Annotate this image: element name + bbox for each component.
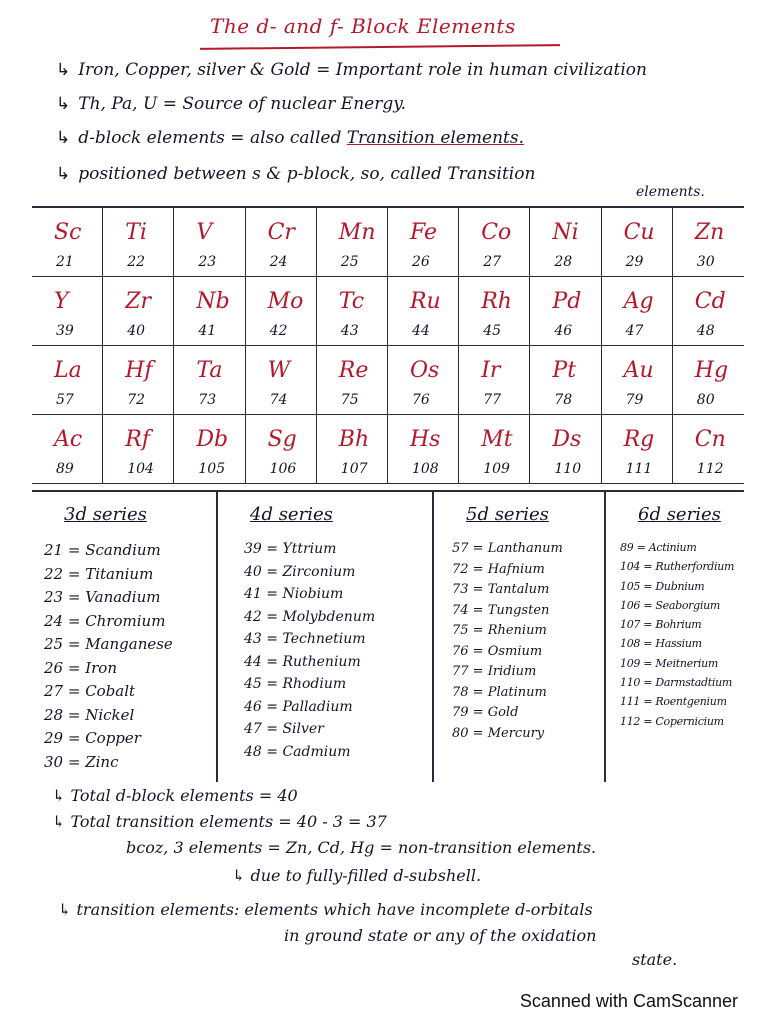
series-item: 44 = Ruthenium xyxy=(244,653,361,670)
element-cell xyxy=(246,208,317,277)
atomic-number: 110 xyxy=(554,461,582,477)
definition-line-3: state. xyxy=(632,950,678,969)
atomic-number: 79 xyxy=(625,392,644,408)
element-cell xyxy=(388,415,459,484)
series-item: 30 = Zinc xyxy=(44,752,119,771)
element-symbol: Ds xyxy=(552,427,582,452)
series-item: 111 = Roentgenium xyxy=(620,695,727,709)
element-symbol: Ta xyxy=(196,358,223,383)
element-symbol: Mo xyxy=(267,289,304,314)
atomic-number: 108 xyxy=(411,461,439,477)
series-item: 79 = Gold xyxy=(452,705,519,720)
element-cell xyxy=(602,277,673,346)
element-cell xyxy=(459,415,530,484)
note-text: Iron, Copper, silver & Gold = Important role in human civilization xyxy=(78,60,647,80)
element-cell xyxy=(32,208,103,277)
note-1 xyxy=(56,60,647,80)
element-symbol: Fe xyxy=(409,220,438,245)
element-cell xyxy=(602,208,673,277)
note-arrow: ↳ xyxy=(56,94,71,114)
series-item: 104 = Rutherfordium xyxy=(620,560,735,574)
element-symbol: Ru xyxy=(409,289,441,314)
note-text: positioned between s & p-block, so, called Transition xyxy=(78,164,536,184)
element-cell xyxy=(317,277,388,346)
definition-line-1: ↳ transition elements: elements which have incomplete d-orbitals xyxy=(58,900,593,919)
element-cell xyxy=(459,346,530,415)
element-symbol: Zn xyxy=(694,220,725,245)
element-cell xyxy=(459,208,530,277)
series-title: 4d series xyxy=(250,504,333,525)
element-symbol: La xyxy=(54,358,82,383)
atomic-number: 28 xyxy=(554,254,573,270)
series-item: 112 = Copernicium xyxy=(620,714,724,728)
atomic-number: 48 xyxy=(696,323,715,339)
series-item: 29 = Copper xyxy=(44,729,141,747)
element-cell xyxy=(388,277,459,346)
element-cell xyxy=(103,208,174,277)
element-symbol: Mt xyxy=(481,427,513,452)
element-symbol: Cu xyxy=(623,220,655,245)
note-text: d-block elements = also called xyxy=(78,128,347,148)
note-arrow: ↳ xyxy=(56,128,71,148)
atomic-number: 24 xyxy=(269,254,288,270)
element-symbol: Nb xyxy=(196,289,230,314)
series-5d xyxy=(434,492,606,782)
element-symbol: Ni xyxy=(552,220,579,245)
element-cell xyxy=(530,346,601,415)
series-list xyxy=(446,541,604,746)
atomic-number: 30 xyxy=(696,254,715,270)
series-item: 57 = Lanthanum xyxy=(452,541,563,556)
non-transition-note: bcoz, 3 elements = Zn, Cd, Hg = non-transition elements. xyxy=(126,838,597,857)
series-item: 41 = Niobium xyxy=(244,586,344,602)
atomic-number: 72 xyxy=(127,392,146,408)
element-cell xyxy=(388,208,459,277)
series-item: 22 = Titanium xyxy=(44,564,154,583)
atomic-number: 40 xyxy=(127,323,146,339)
atomic-number: 80 xyxy=(696,392,715,408)
series-title: 5d series xyxy=(466,504,549,525)
element-cell xyxy=(103,415,174,484)
element-symbol: Re xyxy=(338,358,369,383)
series-item: 77 = Iridium xyxy=(452,664,537,679)
reason-note: ↳ due to fully-filled d-subshell. xyxy=(232,866,482,885)
atomic-number: 44 xyxy=(411,323,430,339)
element-symbol: Tc xyxy=(338,289,365,314)
atomic-number: 78 xyxy=(554,392,573,408)
element-cell xyxy=(246,415,317,484)
series-item: 105 = Dubnium xyxy=(620,579,705,593)
element-cell xyxy=(32,346,103,415)
series-4d xyxy=(218,492,434,782)
series-item: 78 = Platinum xyxy=(452,684,547,700)
element-cell xyxy=(317,415,388,484)
element-symbol: Os xyxy=(409,358,440,383)
series-item: 89 = Actinium xyxy=(620,541,697,554)
series-item: 39 = Yttrium xyxy=(244,541,337,557)
element-cell xyxy=(673,208,744,277)
element-symbol: Ac xyxy=(54,427,83,452)
atomic-number: 107 xyxy=(340,461,368,477)
atomic-number: 23 xyxy=(198,254,217,270)
series-item: 46 = Palladium xyxy=(244,698,353,715)
series-item: 73 = Tantalum xyxy=(452,582,550,597)
atomic-number: 42 xyxy=(269,323,288,339)
atomic-number: 89 xyxy=(56,461,74,477)
series-item: 26 = Iron xyxy=(44,658,117,677)
atomic-number: 109 xyxy=(483,461,510,477)
series-item: 75 = Rhenium xyxy=(452,623,547,638)
atomic-number: 112 xyxy=(696,461,724,477)
atomic-number: 77 xyxy=(483,392,502,408)
element-symbol: Rg xyxy=(623,427,655,452)
atomic-number: 74 xyxy=(269,392,288,408)
atomic-number: 73 xyxy=(198,392,217,408)
series-title: 3d series xyxy=(64,504,147,525)
element-cell xyxy=(530,415,601,484)
element-cell xyxy=(602,346,673,415)
atomic-number: 76 xyxy=(411,392,430,408)
atomic-number: 27 xyxy=(483,254,502,270)
series-item: 27 = Cobalt xyxy=(44,682,136,700)
series-item: 21 = Scandium xyxy=(44,541,161,559)
note-4-continued: elements. xyxy=(636,184,705,200)
element-symbol: Ag xyxy=(623,289,654,314)
series-item: 23 = Vanadium xyxy=(44,588,161,606)
element-cell xyxy=(174,346,245,415)
atomic-number: 39 xyxy=(56,323,74,339)
element-cell xyxy=(317,346,388,415)
definition-line-2: in ground state or any of the oxidation xyxy=(284,926,597,945)
note-3 xyxy=(56,128,524,148)
element-cell xyxy=(246,277,317,346)
note-4 xyxy=(56,164,535,184)
element-symbol: Pd xyxy=(552,289,582,314)
element-symbol: Hf xyxy=(125,358,153,383)
series-item: 72 = Hafnium xyxy=(452,561,545,577)
element-symbol: Cd xyxy=(694,289,726,314)
element-symbol: Rh xyxy=(481,289,512,314)
element-cell xyxy=(673,346,744,415)
note-text: Th, Pa, U = Source of nuclear Energy. xyxy=(78,94,406,114)
element-cell xyxy=(174,208,245,277)
series-item: 40 = Zirconium xyxy=(244,563,356,580)
atomic-number: 105 xyxy=(198,461,226,477)
atomic-number: 106 xyxy=(269,461,297,477)
series-item: 109 = Meitnerium xyxy=(620,656,719,670)
element-cell xyxy=(32,415,103,484)
series-item: 28 = Nickel xyxy=(44,705,135,724)
series-3d xyxy=(32,492,218,782)
atomic-number: 75 xyxy=(340,392,359,408)
element-symbol: Au xyxy=(623,358,654,383)
note-2 xyxy=(56,94,406,114)
element-cell xyxy=(32,277,103,346)
atomic-number: 104 xyxy=(127,461,154,477)
atomic-number: 25 xyxy=(340,254,359,270)
atomic-number: 41 xyxy=(198,323,217,339)
element-symbol: Rf xyxy=(125,427,150,452)
element-cell xyxy=(602,415,673,484)
element-symbol: Cn xyxy=(694,427,726,452)
element-symbol: Ir xyxy=(481,358,501,383)
atomic-number: 43 xyxy=(340,323,359,339)
element-symbol: Zr xyxy=(125,289,151,314)
atomic-number: 111 xyxy=(625,461,653,477)
element-symbol: Co xyxy=(481,220,512,245)
series-item: 107 = Bohrium xyxy=(620,618,702,632)
series-list xyxy=(230,541,432,766)
element-cell xyxy=(673,415,744,484)
atomic-number: 47 xyxy=(625,323,644,339)
element-symbol: Y xyxy=(54,289,69,314)
element-symbol: Hs xyxy=(409,427,441,452)
series-item: 45 = Rhodium xyxy=(244,676,347,692)
camscanner-watermark: Scanned with CamScanner xyxy=(519,991,738,1011)
element-symbol: Mn xyxy=(338,220,376,245)
series-item: 74 = Tungsten xyxy=(452,602,550,618)
series-item: 76 = Osmium xyxy=(452,643,543,659)
note-arrow: ↳ xyxy=(56,164,71,184)
element-cell xyxy=(317,208,388,277)
series-item: 110 = Darmstadtium xyxy=(620,676,732,690)
element-cell xyxy=(174,277,245,346)
atomic-number: 22 xyxy=(127,254,146,270)
series-6d xyxy=(606,492,744,782)
series-item: 43 = Technetium xyxy=(244,631,366,647)
note-highlight: Transition elements. xyxy=(346,128,524,148)
atomic-number: 21 xyxy=(56,254,74,270)
element-cell xyxy=(530,277,601,346)
atomic-number: 29 xyxy=(625,254,644,270)
atomic-number: 57 xyxy=(56,392,74,408)
element-symbol: Cr xyxy=(267,220,295,245)
element-symbol: Pt xyxy=(552,358,577,383)
element-cell xyxy=(103,346,174,415)
series-table xyxy=(32,490,744,782)
page-title: The d- and f- Block Elements xyxy=(210,14,516,38)
element-cell xyxy=(459,277,530,346)
element-symbol: Sg xyxy=(267,427,297,452)
element-cell xyxy=(246,346,317,415)
d-block-table xyxy=(32,206,744,484)
element-cell xyxy=(388,346,459,415)
element-symbol: Hg xyxy=(694,358,729,383)
series-list xyxy=(44,541,216,776)
element-cell xyxy=(673,277,744,346)
element-symbol: Db xyxy=(196,427,229,452)
series-item: 24 = Chromium xyxy=(44,611,166,630)
total-d-block: ↳ Total d-block elements = 40 xyxy=(52,786,298,805)
series-title: 6d series xyxy=(638,504,721,525)
series-item: 42 = Molybdenum xyxy=(244,608,376,625)
series-item: 108 = Hassium xyxy=(620,637,702,651)
series-item: 80 = Mercury xyxy=(452,725,545,741)
element-cell xyxy=(174,415,245,484)
atomic-number: 45 xyxy=(483,323,502,339)
element-symbol: Bh xyxy=(338,427,370,452)
series-list xyxy=(618,541,744,734)
series-item: 25 = Manganese xyxy=(44,635,173,653)
element-symbol: V xyxy=(196,220,213,245)
series-item: 48 = Cadmium xyxy=(244,743,351,760)
atomic-number: 46 xyxy=(554,323,573,339)
title-underline xyxy=(200,44,560,50)
note-arrow: ↳ xyxy=(56,60,71,80)
element-symbol: W xyxy=(267,358,291,383)
series-item: 47 = Silver xyxy=(244,721,324,737)
total-transition: ↳ Total transition elements = 40 - 3 = 37 xyxy=(52,812,387,831)
element-symbol: Ti xyxy=(125,220,147,245)
element-cell xyxy=(530,208,601,277)
element-symbol: Sc xyxy=(54,220,82,245)
atomic-number: 26 xyxy=(411,254,430,270)
series-item: 106 = Seaborgium xyxy=(620,598,721,612)
element-cell xyxy=(103,277,174,346)
